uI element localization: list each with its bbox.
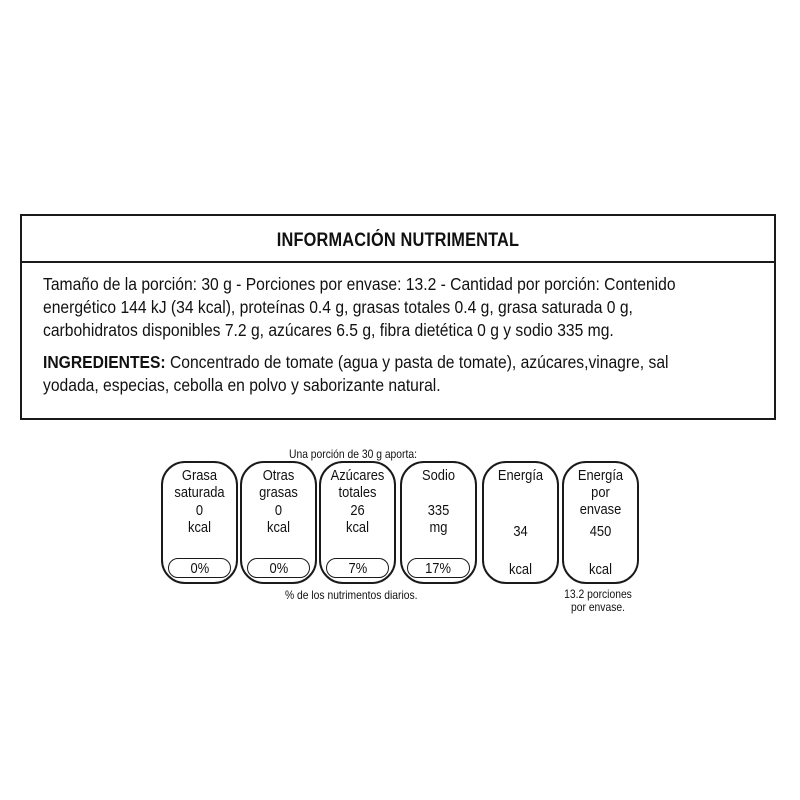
gda-box-energia-envase	[562, 461, 639, 584]
nutrition-panel	[20, 214, 776, 420]
gda-label: Otras grasas	[259, 467, 298, 501]
ingredients-list: Concentrado de tomate (agua y pasta de tomate), azúcares,vinagre, sal yodada, especias, cebolla en polvo y saborizante natural.	[43, 352, 669, 395]
ingredients-label: INGREDIENTES:	[43, 352, 166, 372]
gda-label: Sodio	[421, 467, 456, 484]
gda-box-grasa-saturada	[161, 461, 238, 584]
gda-caption: Una porción de 30 g aporta:	[289, 447, 417, 461]
gda-value: 450	[589, 523, 612, 540]
nutrition-facts-text: Tamaño de la porción: 30 g - Porciones por envase: 13.2 - Cantidad por porción: Contenido energético 144 kJ (34 kcal), proteínas 0.4 g, grasas totales 0.4 g, grasa saturada 0 g, carbohidratos disponibles 7.2 g, azúcares 6.5 g, fibra dietética 0 g y sodio 335 mg.	[43, 274, 676, 340]
gda-box-azucares-totales	[319, 461, 396, 584]
gda-unit: kcal	[509, 561, 532, 578]
gda-value: 0	[195, 502, 204, 519]
gda-percent: 0%	[168, 558, 231, 578]
panel-body	[43, 273, 714, 397]
gda-label: Energía	[497, 467, 544, 484]
gda-value: 26	[350, 502, 365, 519]
ingredients-text	[43, 351, 714, 397]
gda-box-sodio	[400, 461, 477, 584]
gda-unit: kcal	[188, 519, 211, 536]
gda-label: Grasa saturada	[174, 467, 225, 501]
gda-unit: kcal	[346, 519, 369, 536]
gda-percent: 17%	[407, 558, 470, 578]
gda-footnote: % de los nutrimentos diarios.	[285, 588, 418, 602]
gda-label: Azúcares totales	[330, 467, 385, 501]
gda-unit: kcal	[589, 561, 612, 578]
title-divider	[22, 261, 774, 263]
gda-percent: 7%	[326, 558, 389, 578]
gda-unit: mg	[429, 519, 448, 536]
gda-value: 0	[274, 502, 283, 519]
gda-box-otras-grasas	[240, 461, 317, 584]
gda-value: 335	[427, 502, 450, 519]
portions-note: 13.2 porciones por envase.	[564, 587, 632, 614]
panel-title: INFORMACIÓN NUTRIMENTAL	[276, 230, 520, 251]
gda-value: 34	[513, 523, 528, 540]
gda-box-energia	[482, 461, 559, 584]
gda-label: Energía por envase	[577, 467, 624, 518]
gda-unit: kcal	[267, 519, 290, 536]
gda-percent: 0%	[247, 558, 310, 578]
